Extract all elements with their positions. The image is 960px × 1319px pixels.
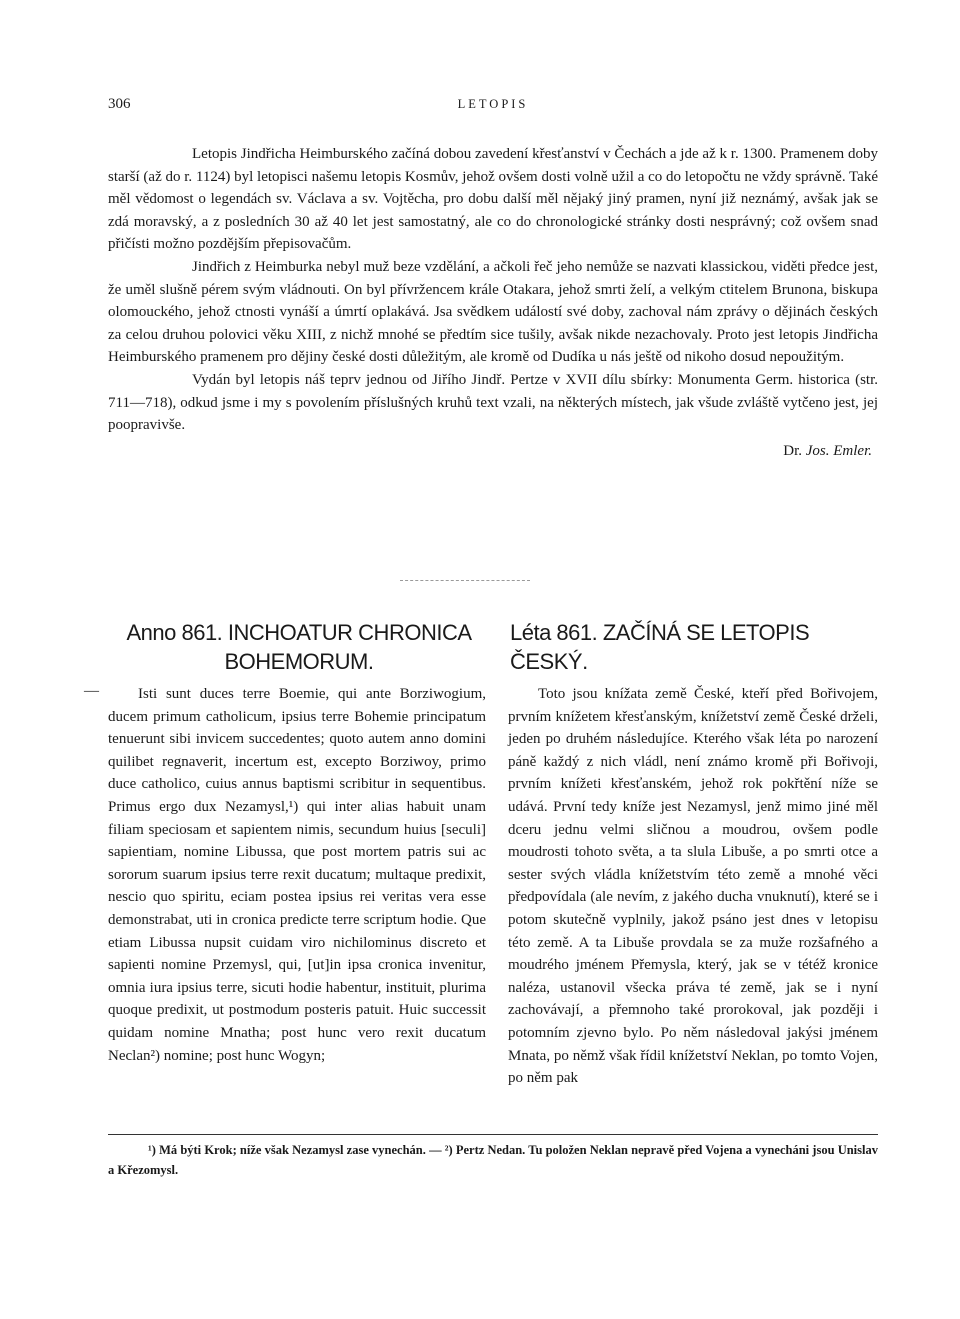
- footnote-divider: [108, 1134, 878, 1135]
- section-divider: [400, 580, 530, 581]
- latin-text: Isti sunt duces terre Boemie, qui ante Borziwogium, ducem primum catholicum, ipsius terre Bohemie principatum tenuerunt sibi invicem succedentes; quoto autem anno domini quilibet regnaverit, incertum est, excepto Borziwoy, primo duce catholico, cuius annus baptismi scribitur in sequentibus. Primus ergo dux Nezamysl,¹) qui inter alias habuit unam filiam speciosam et sapientem nimis, secundum huius [seculi] sapientiam, nomine Libussa, que post mortem patris sui ac sororum suarum ipsius terre rexit ducatum; multaque predixit, nescio quo spiritu, eciam postea ipsius rei veritas vera esse demonstrabat, uti in cronica predicte terre scriptum hodie. Que etiam Libussa nupsit cuidam viro nichilominus discreto et sapienti nomine Przemysl, qui, [ut]in ipsa cronica invenitur, omnia iura ipsius terre, sicuti hodie habentur, instituit, plurima quoque predixit, ut postmodum posteris patuit. Huic successit quidam nomine Mnatha; post hunc vero rexit ducatum Neclan²) nomine; post hunc Wogyn;: [108, 686, 486, 1064]
- footnote-text: ¹) Má býti Krok; níže však Nezamysl zase vynechán. — ²) Pertz Nedan. Tu položen Neklan nepravě před Vojena a vynecháni jsou Unislav a Křezomysl.: [108, 1143, 878, 1177]
- intro-paragraph-1: Letopis Jindřicha Heimburského začíná dobou zavedení křesťanství v Čechách a jde až k r. 1300. Pramenem doby starší (až do r. 1124) byl letopisci našemu letopis Kosmův, jehož ovšem dosti volně užil a co do letopočtu ne vždy správně. Také měl vědomost o legendách sv. Václava a sv. Vojtěcha, pro dobu další měl nějaký jiný pramen, nyní již neznámý, avšak jak se zdá moravský, a z posledních 30 až 40 let jest samostatný, ale co do chronologické stránky dosti nesprávný; což ovšem snad přičísti možno pozdějším přepisovačům.: [108, 146, 878, 253]
- running-head: [108, 96, 878, 116]
- latin-column: [108, 683, 486, 1067]
- running-title: LETOPIS: [457, 97, 529, 111]
- czech-text: Toto jsou knížata země České, kteří před Bořivojem, prvním knížetem křesťanským, knížetství země České drželi, jeden po druhém následujíce. Kterého však léta po narození páně každý z nich vládl, není známo kromě při Bořivoji, prvním knížeti křesťanském, jehož rok pokřtění níže se udává. První tedy kníže jest Nezamysl, jenž mimo jiné měl dceru jednu velmi sličnou a moudrou, ovšem podle moudrosti tohoto světa, a ta slula Libuše, a po smrti otce a sester svých vládla knížetstvím této země a mnohé věci předpovídala (ale nevím, z jakého ducha vnuknutí), které se i potom skutečně vyplnily, jakož psáno jest dnes v letopisu této země. A ta Libuše provdala se za muže rozšafného a moudrého jménem Přemysla, který, jak se v tétéž kronice naléza, ustanovil všecka práva té země, jak se i nyní zachovávají, a přemnoho také prorokoval, jak později i potomním zjevno bylo. Po něm následoval jakýsi jménem Mnata, po němž však řídil knížetství Neklan, po tomto Vojen, po něm pak: [508, 686, 878, 1087]
- signature-name: Jos. Emler.: [805, 442, 872, 459]
- footnotes: [108, 1140, 878, 1180]
- czech-heading: Léta 861. ZAČÍNÁ SE LETOPIS ČESKÝ.: [510, 620, 810, 674]
- intro-paragraph-2: Jindřich z Heimburka nebyl muž beze vzdělání, a ačkoli řeč jeho nemůže se nazvati klassickou, viděti předce jest, že uměl slušně pérem svým vládnouti. On byl přívržencem krále Otakara, jehož smrti želí, a velkým ctitelem Brunona, biskupa olomouckého, jehož ctnosti vynáší a úmrtí oplakává. Jsa svědkem událostí své doby, zachoval nám zprávy o dějinách českých za celou druhou polovici věku XIII, z nichž mnohé se předtím sice tušily, avšak nikde nezachovaly. Proto jest letopis Jindřicha Heimburského pramenem pro dějiny české dosti důležitým, ale kromě od Dudíka u nás ještě od nikoho dosud nepoužitým.: [108, 258, 878, 366]
- signature: [108, 440, 878, 463]
- latin-heading: Anno 861. INCHOATUR CHRONICA BOHEMORUM.: [126, 620, 472, 674]
- introduction: [108, 143, 878, 462]
- page-number: 306: [108, 96, 131, 112]
- czech-column: [508, 683, 878, 1090]
- signature-prefix: Dr.: [783, 442, 802, 459]
- margin-mark: —: [84, 683, 99, 699]
- intro-paragraph-3: Vydán byl letopis náš teprv jednou od Jiřího Jindř. Pertze v XVII dílu sbírky: Monumenta Germ. historica (str. 711—718), odkud jsme i my s povolením příslušných kruhů text vzali, na některých místech, jak všude zvláště vytčeno jest, jej poopravivše.: [108, 371, 878, 434]
